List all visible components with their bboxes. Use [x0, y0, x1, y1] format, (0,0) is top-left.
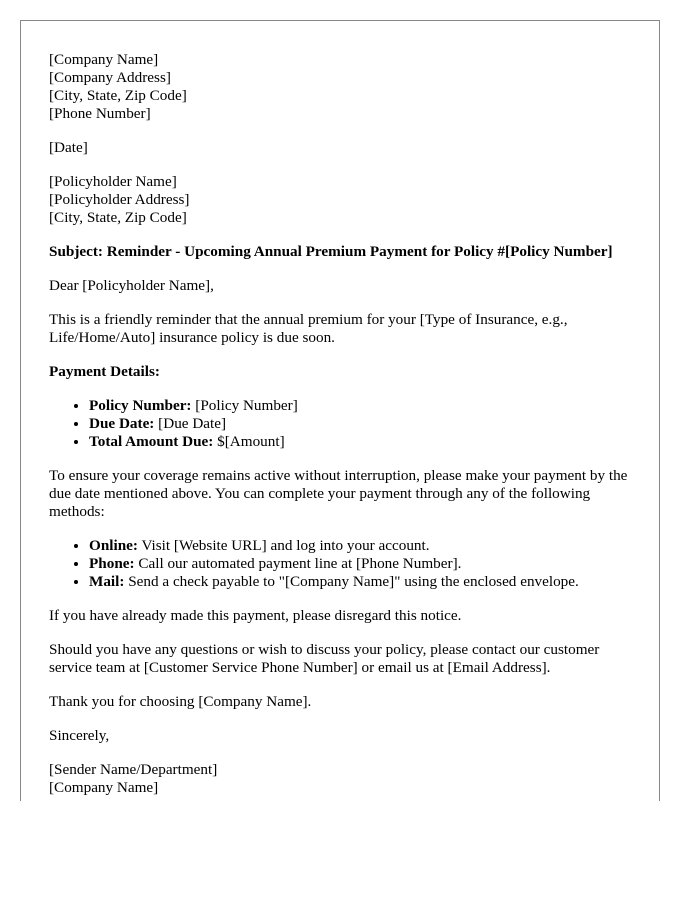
payment-detail-policy-number: • Policy Number: [Policy Number]: [89, 397, 631, 415]
sender-city-state-zip: [City, State, Zip Code]: [49, 87, 187, 104]
questions-paragraph: Should you have any questions or wish to discuss your policy, please contact our customer service team at [Customer Service Phone Number] or email us at [Email Address].: [49, 641, 600, 676]
recipient-name: [Policyholder Name]: [49, 173, 177, 190]
sender-address-block: [49, 51, 631, 123]
letter-date: [Date]: [49, 139, 88, 156]
payment-detail-due-date: • Due Date: [Due Date]: [89, 415, 631, 433]
sender-phone: [Phone Number]: [49, 105, 151, 122]
intro-paragraph: This is a friendly reminder that the annual premium for your [Type of Insurance, e.g., Life/Home/Auto] insurance policy is due soon.: [49, 311, 568, 346]
recipient-address: [Policyholder Address]: [49, 191, 190, 208]
signature-block: [49, 761, 631, 797]
disregard-paragraph: If you have already made this payment, please disregard this notice.: [49, 607, 462, 624]
recipient-address-block: [49, 173, 631, 227]
payment-method-mail: • Mail: Send a check payable to "[Company Name]" using the enclosed envelope.: [89, 573, 631, 591]
payment-methods-list: [49, 537, 631, 591]
payment-details-list: [49, 397, 631, 451]
payment-method-phone: • Phone: Call our automated payment line at [Phone Number].: [89, 555, 631, 573]
subject-text: Subject: Reminder - Upcoming Annual Premium Payment for Policy #[Policy Number]: [49, 243, 613, 260]
sender-company-name: [Company Name]: [49, 51, 159, 68]
sender-company-address: [Company Address]: [49, 69, 171, 86]
salutation: Dear [Policyholder Name],: [49, 277, 214, 294]
methods-intro-paragraph: To ensure your coverage remains active without interruption, please make your payment by the due date mentioned above. You can complete your payment through any of the following methods:: [49, 467, 628, 520]
subject-line: [49, 243, 631, 261]
letter-content: [21, 21, 659, 797]
payment-details-heading: Payment Details:: [49, 363, 160, 380]
letter-page: [20, 20, 660, 801]
signature-sender: [Sender Name/Department]: [49, 761, 218, 778]
recipient-city-state-zip: [City, State, Zip Code]: [49, 209, 187, 226]
payment-detail-total-amount: • Total Amount Due: $[Amount]: [89, 433, 631, 451]
payment-method-online: • Online: Visit [Website URL] and log into your account.: [89, 537, 631, 555]
thanks-paragraph: Thank you for choosing [Company Name].: [49, 693, 312, 710]
closing: Sincerely,: [49, 727, 110, 744]
signature-company: [Company Name]: [49, 779, 159, 796]
